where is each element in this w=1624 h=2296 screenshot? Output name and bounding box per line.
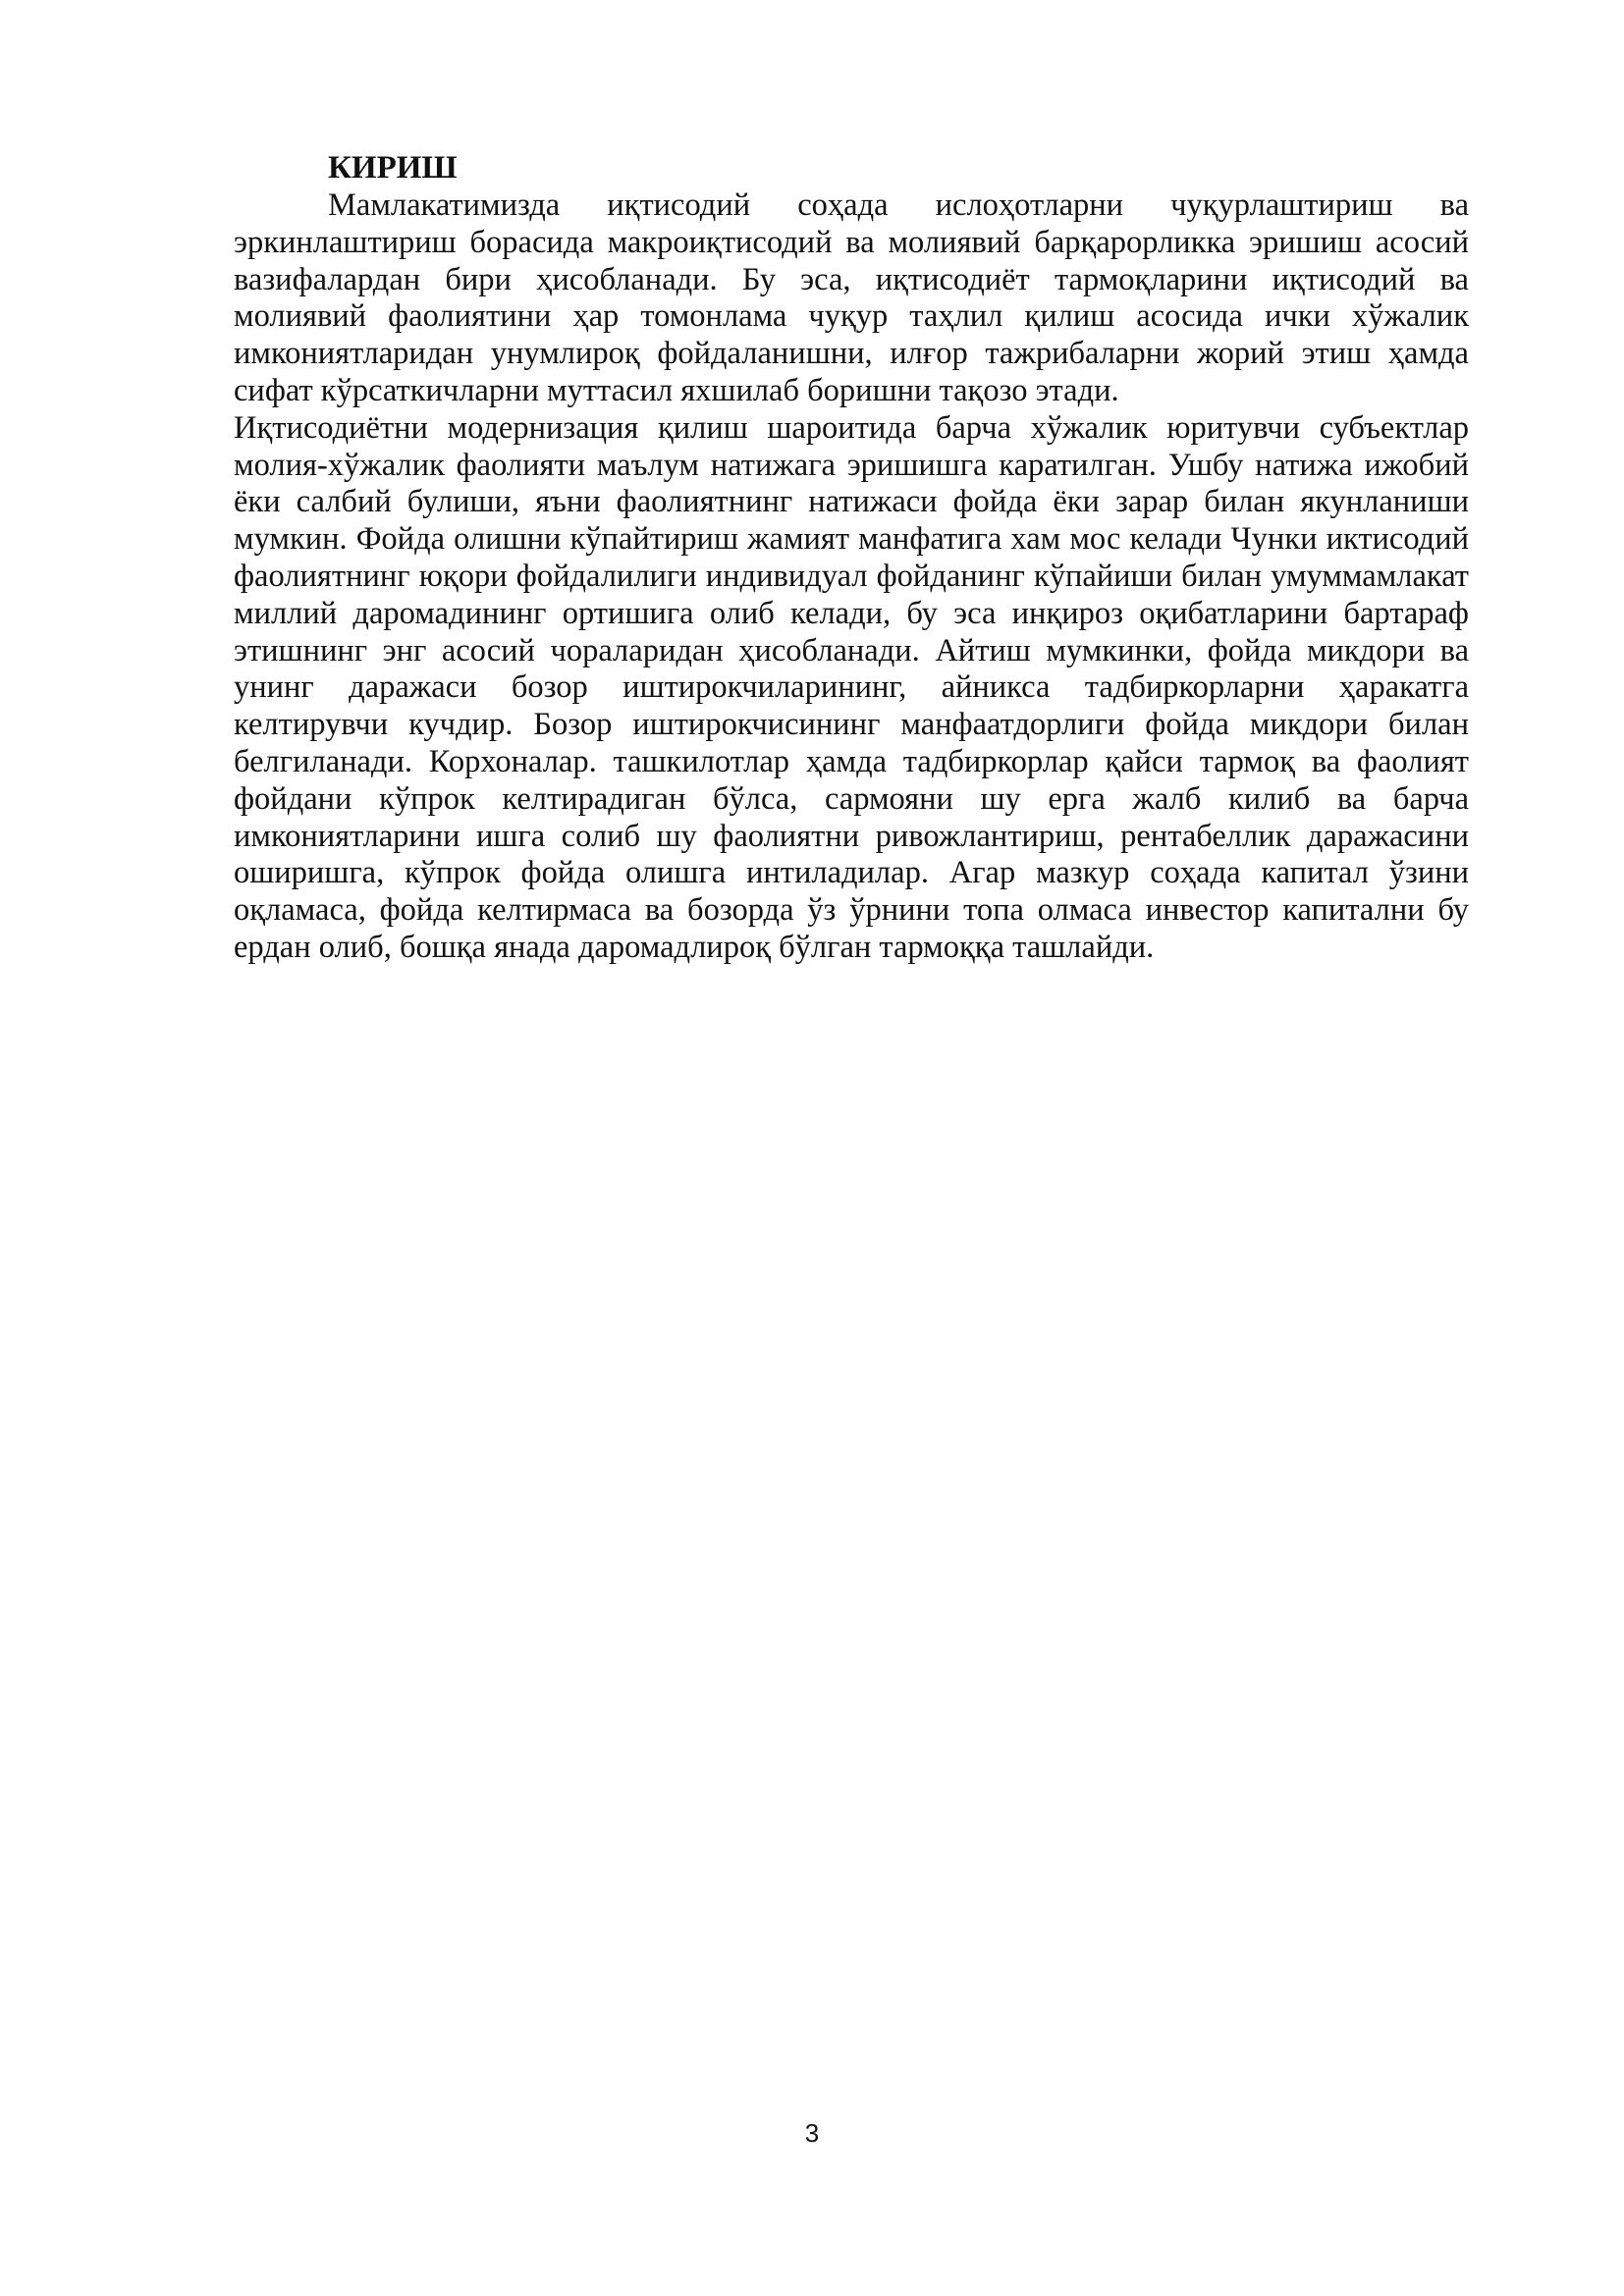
paragraph-profit: Иқтисодиётни модернизация қилиш шароитида барча хўжалик юритувчи субъектлар молия-хўжалик фаолияти маълум натижага эришишга каратилган. Ушбу натижа ижобий ёки салбий булиши, яъни фаолиятнинг натижаси фойда ёки зарар билан якунланиши мумкин. Фойда олишни кўпайтириш жамият манфатига хам мос келади Чунки иктисодий фаолиятнинг юқори фойдалилиги индивидуал фойданинг кўпайиши билан умуммамлакат миллий даромадининг ортишига олиб келади, бу эса инқироз оқибатларини бартараф этишнинг энг асосий чораларидан ҳисобланади. Айтиш мумкинки, фойда микдори ва унинг даражаси бозор иштирокчиларининг, айникса тадбиркорларни ҳаракатга келтирувчи кучдир. Бозор иштирокчисининг манфаатдорлиги фойда микдори билан белгиланади. Корхоналар. ташкилотлар ҳамда тадбиркорлар қайси тармоқ ва фаолият фойдани кўпрок келтирадиган бўлса, сармояни шу ерга жалб килиб ва барча имкониятларини ишга солиб шу фаолиятни ривожлантириш, рентабеллик даражасини оширишга, кўпрок фойда олишга интиладилар. Агар мазкур соҳада капитал ўзини оқламаса, фойда келтирмаса ва бозорда ўз ўрнини топа олмаса инвестор капитални бу ердан олиб, бошқа янада даромадлироқ бўлган тармоққа ташлайди. (234, 409, 1469, 965)
page-content (234, 149, 1469, 967)
page-number: 3 (804, 2118, 820, 2148)
section-heading: КИРИШ (328, 150, 458, 186)
paragraph-intro: Мамлакатимизда иқтисодий соҳада ислоҳотларни чуқурлаштириш ва эркинлаштириш борасида макроиқтисодий ва молиявий барқарорликка эришиш асосий вазифалардан бири ҳисобланади. Бу эса, иқтисодиёт тармоқларини иқтисодий ва молиявий фаолиятини ҳар томонлама чуқур таҳлил қилиш асосида ички хўжалик имкониятларидан унумлироқ фойдаланишни, илғор тажрибаларни жорий этиш ҳамда сифат кўрсаткичларни муттасил яхшилаб боришни тақозо этади. (234, 187, 1469, 408)
